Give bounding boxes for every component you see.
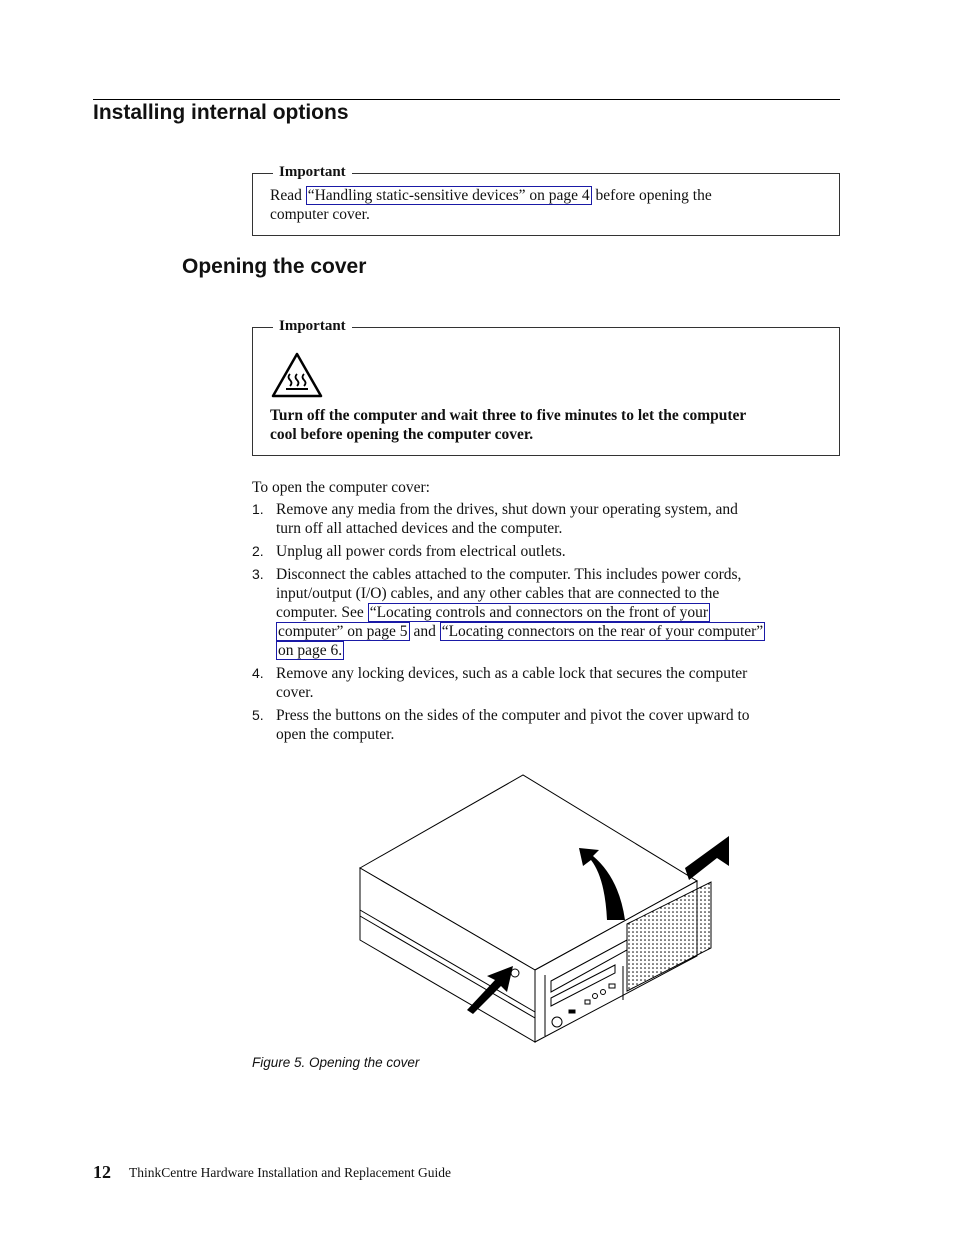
step-number: 4. (252, 665, 264, 681)
step-text: and (409, 623, 440, 640)
step-text: Disconnect the cables attached to the computer. This includes power cords, (276, 566, 742, 583)
hot-surface-warning-icon (271, 352, 323, 398)
warning-box (252, 318, 840, 456)
figure-caption: Figure 5. Opening the cover (252, 1055, 420, 1070)
opening-cover-illustration (355, 770, 735, 1050)
footer-title: ThinkCentre Hardware Installation and Replacement Guide (129, 1165, 452, 1180)
rear-connectors-link[interactable]: on page 6. (278, 642, 343, 659)
step-text: open the computer. (276, 726, 395, 743)
page-number: 12 (93, 1162, 111, 1182)
important-text-line2: computer cover. (270, 206, 370, 223)
step-number: 3. (252, 566, 264, 582)
section-title: Installing internal options (93, 101, 349, 124)
step-number: 2. (252, 543, 264, 559)
important-box (252, 164, 840, 236)
intro-text: To open the computer cover: (252, 479, 430, 496)
subsection-title: Opening the cover (182, 255, 367, 278)
step-text: Press the buttons on the sides of the computer and pivot the cover upward to (276, 707, 750, 724)
list-item (252, 706, 842, 744)
section-rule (93, 99, 840, 100)
front-controls-link[interactable]: computer” on page 5 (278, 623, 408, 640)
step-text: turn off all attached devices and the computer. (276, 520, 563, 537)
list-item (252, 500, 842, 538)
important-text-suffix: before opening the (591, 187, 712, 204)
steps-list (252, 500, 842, 748)
step-text: input/output (I/O) cables, and any other cables that are connected to the (276, 585, 720, 602)
warning-text (270, 406, 746, 444)
step-number: 5. (252, 707, 264, 723)
important-text-prefix: Read (270, 187, 306, 204)
step-text: Remove any locking devices, such as a cable lock that secures the computer (276, 665, 748, 682)
warning-line-1: Turn off the computer and wait three to five minutes to let the computer (270, 407, 747, 424)
step-text: cover. (276, 684, 314, 701)
list-item (252, 542, 842, 561)
list-item (252, 565, 842, 660)
warning-line-2: cool before opening the computer cover. (270, 426, 534, 443)
step-text: Unplug all power cords from electrical outlets. (276, 543, 566, 560)
important-label: Important (273, 163, 352, 181)
rear-connectors-link[interactable]: “Locating connectors on the rear of your computer” (441, 623, 764, 640)
important-text (270, 186, 712, 224)
front-controls-link[interactable]: “Locating controls and connectors on the front of your (369, 604, 709, 621)
warning-label: Important (273, 317, 352, 335)
list-item (252, 664, 842, 702)
step-text: computer. See (276, 604, 368, 621)
step-text: Remove any media from the drives, shut down your operating system, and (276, 501, 738, 518)
static-sensitive-link[interactable]: “Handling static-sensitive devices” on page 4 (307, 187, 590, 204)
step-number: 1. (252, 501, 264, 517)
